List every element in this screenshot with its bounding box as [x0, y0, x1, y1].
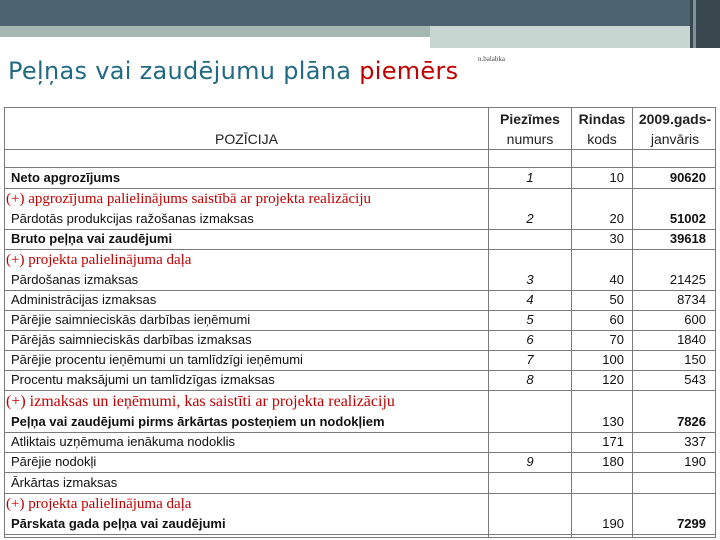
- row-value: 150: [684, 352, 706, 367]
- row-value: 600: [684, 312, 706, 327]
- row-note-number: 4: [526, 292, 534, 307]
- row-note-number: 2: [526, 211, 534, 226]
- row-code: 50: [609, 292, 624, 307]
- row-label: Pārējie nodokļi: [11, 454, 97, 469]
- row-code: 60: [609, 312, 624, 327]
- row-note-number: 8: [526, 372, 534, 387]
- row-value: 21425: [669, 272, 706, 287]
- slide-top-strip: [0, 26, 430, 37]
- row-value: 7826: [677, 414, 706, 429]
- row-value: 1840: [677, 332, 706, 347]
- annotation-project-share-2: (+) projekta palielinājuma daļa: [6, 496, 192, 512]
- slide-top-strip-right: [430, 26, 720, 48]
- row-code: 130: [602, 414, 624, 429]
- row-code: 70: [609, 332, 624, 347]
- row-code: 100: [602, 352, 624, 367]
- row-code: 171: [602, 434, 624, 449]
- row-label: Pārdošanas izmaksas: [11, 272, 139, 287]
- row-label: Atliktais uzņēmuma ienākuma nodoklis: [11, 434, 235, 449]
- slide-corner-line: [693, 0, 696, 48]
- row-label: Peļņa vai zaudējumi pirms ārkārtas posteņiem un nodokļiem: [11, 414, 385, 429]
- row-label: Pārdotās produkcijas ražošanas izmaksas: [11, 211, 254, 226]
- annotation-project-costs: (+) izmaksas un ieņēmumi, kas saistīti ar projekta realizāciju: [6, 393, 395, 410]
- row-divider: [5, 188, 715, 189]
- row-label: Bruto peļņa vai zaudējumi: [11, 231, 173, 246]
- annotation-turnover: (+) apgrozījuma palielinājums saistībā ar projekta realizāciju: [6, 191, 371, 207]
- row-note-number: 7: [526, 352, 534, 367]
- header-rows-bottom: kods: [587, 131, 617, 147]
- row-code: 40: [609, 272, 624, 287]
- row-code: 30: [609, 231, 624, 246]
- row-divider: [5, 249, 715, 250]
- row-label: Administrācijas izmaksas: [11, 292, 157, 307]
- author-signature: n.balabka: [478, 55, 506, 63]
- row-note-number: 1: [526, 170, 534, 185]
- row-note-number: 6: [526, 332, 534, 347]
- row-label: Pārējie procentu ieņēmumi un tamlīdzīgi ieņēmumi: [11, 352, 303, 367]
- header-period-top: 2009.gads-: [638, 111, 712, 127]
- row-value: 543: [684, 372, 706, 387]
- row-code: 120: [602, 372, 624, 387]
- header-notes-top: Piezīmes: [500, 111, 560, 127]
- row-value: 8734: [677, 292, 706, 307]
- row-divider: [5, 493, 715, 494]
- row-value: 337: [684, 434, 706, 449]
- title-accent: piemērs: [359, 57, 459, 85]
- row-code: 190: [602, 516, 624, 531]
- row-value: 90620: [669, 170, 706, 185]
- row-note-number: 5: [526, 312, 534, 327]
- slide-top-bar: [0, 0, 720, 26]
- row-divider: [5, 390, 715, 391]
- header-divider: [5, 149, 715, 150]
- row-value: 190: [684, 454, 706, 469]
- row-value: 7299: [677, 516, 706, 531]
- row-code: 20: [609, 211, 624, 226]
- row-label: Procentu maksājumi un tamlīdzīgas izmaksas: [11, 372, 275, 387]
- row-note-number: 9: [526, 454, 534, 469]
- header-position: POZĪCIJA: [214, 131, 278, 147]
- row-value: 51002: [669, 211, 706, 226]
- row-value: 39618: [669, 231, 706, 246]
- row-label: Ārkārtas izmaksas: [11, 475, 118, 490]
- row-divider: [5, 534, 715, 535]
- title-main: Peļņas vai zaudējumu plāna: [8, 57, 352, 85]
- header-rows-top: Rindas: [578, 111, 626, 127]
- row-label: Pārējie saimnieciskās darbības ieņēmumi: [11, 312, 251, 327]
- header-notes-bottom: numurs: [506, 131, 554, 147]
- row-note-number: 3: [526, 272, 534, 287]
- row-code: 10: [609, 170, 624, 185]
- annotation-project-share-1: (+) projekta palielinājuma daļa: [6, 252, 192, 268]
- row-label: Neto apgrozījums: [11, 170, 121, 185]
- header-period-bottom: janvāris: [650, 131, 700, 147]
- row-label: Pārējās saimnieciskās darbības izmaksas: [11, 332, 252, 347]
- row-label: Pārskata gada peļņa vai zaudējumi: [11, 516, 226, 531]
- page-title: [8, 57, 458, 85]
- row-code: 180: [602, 454, 624, 469]
